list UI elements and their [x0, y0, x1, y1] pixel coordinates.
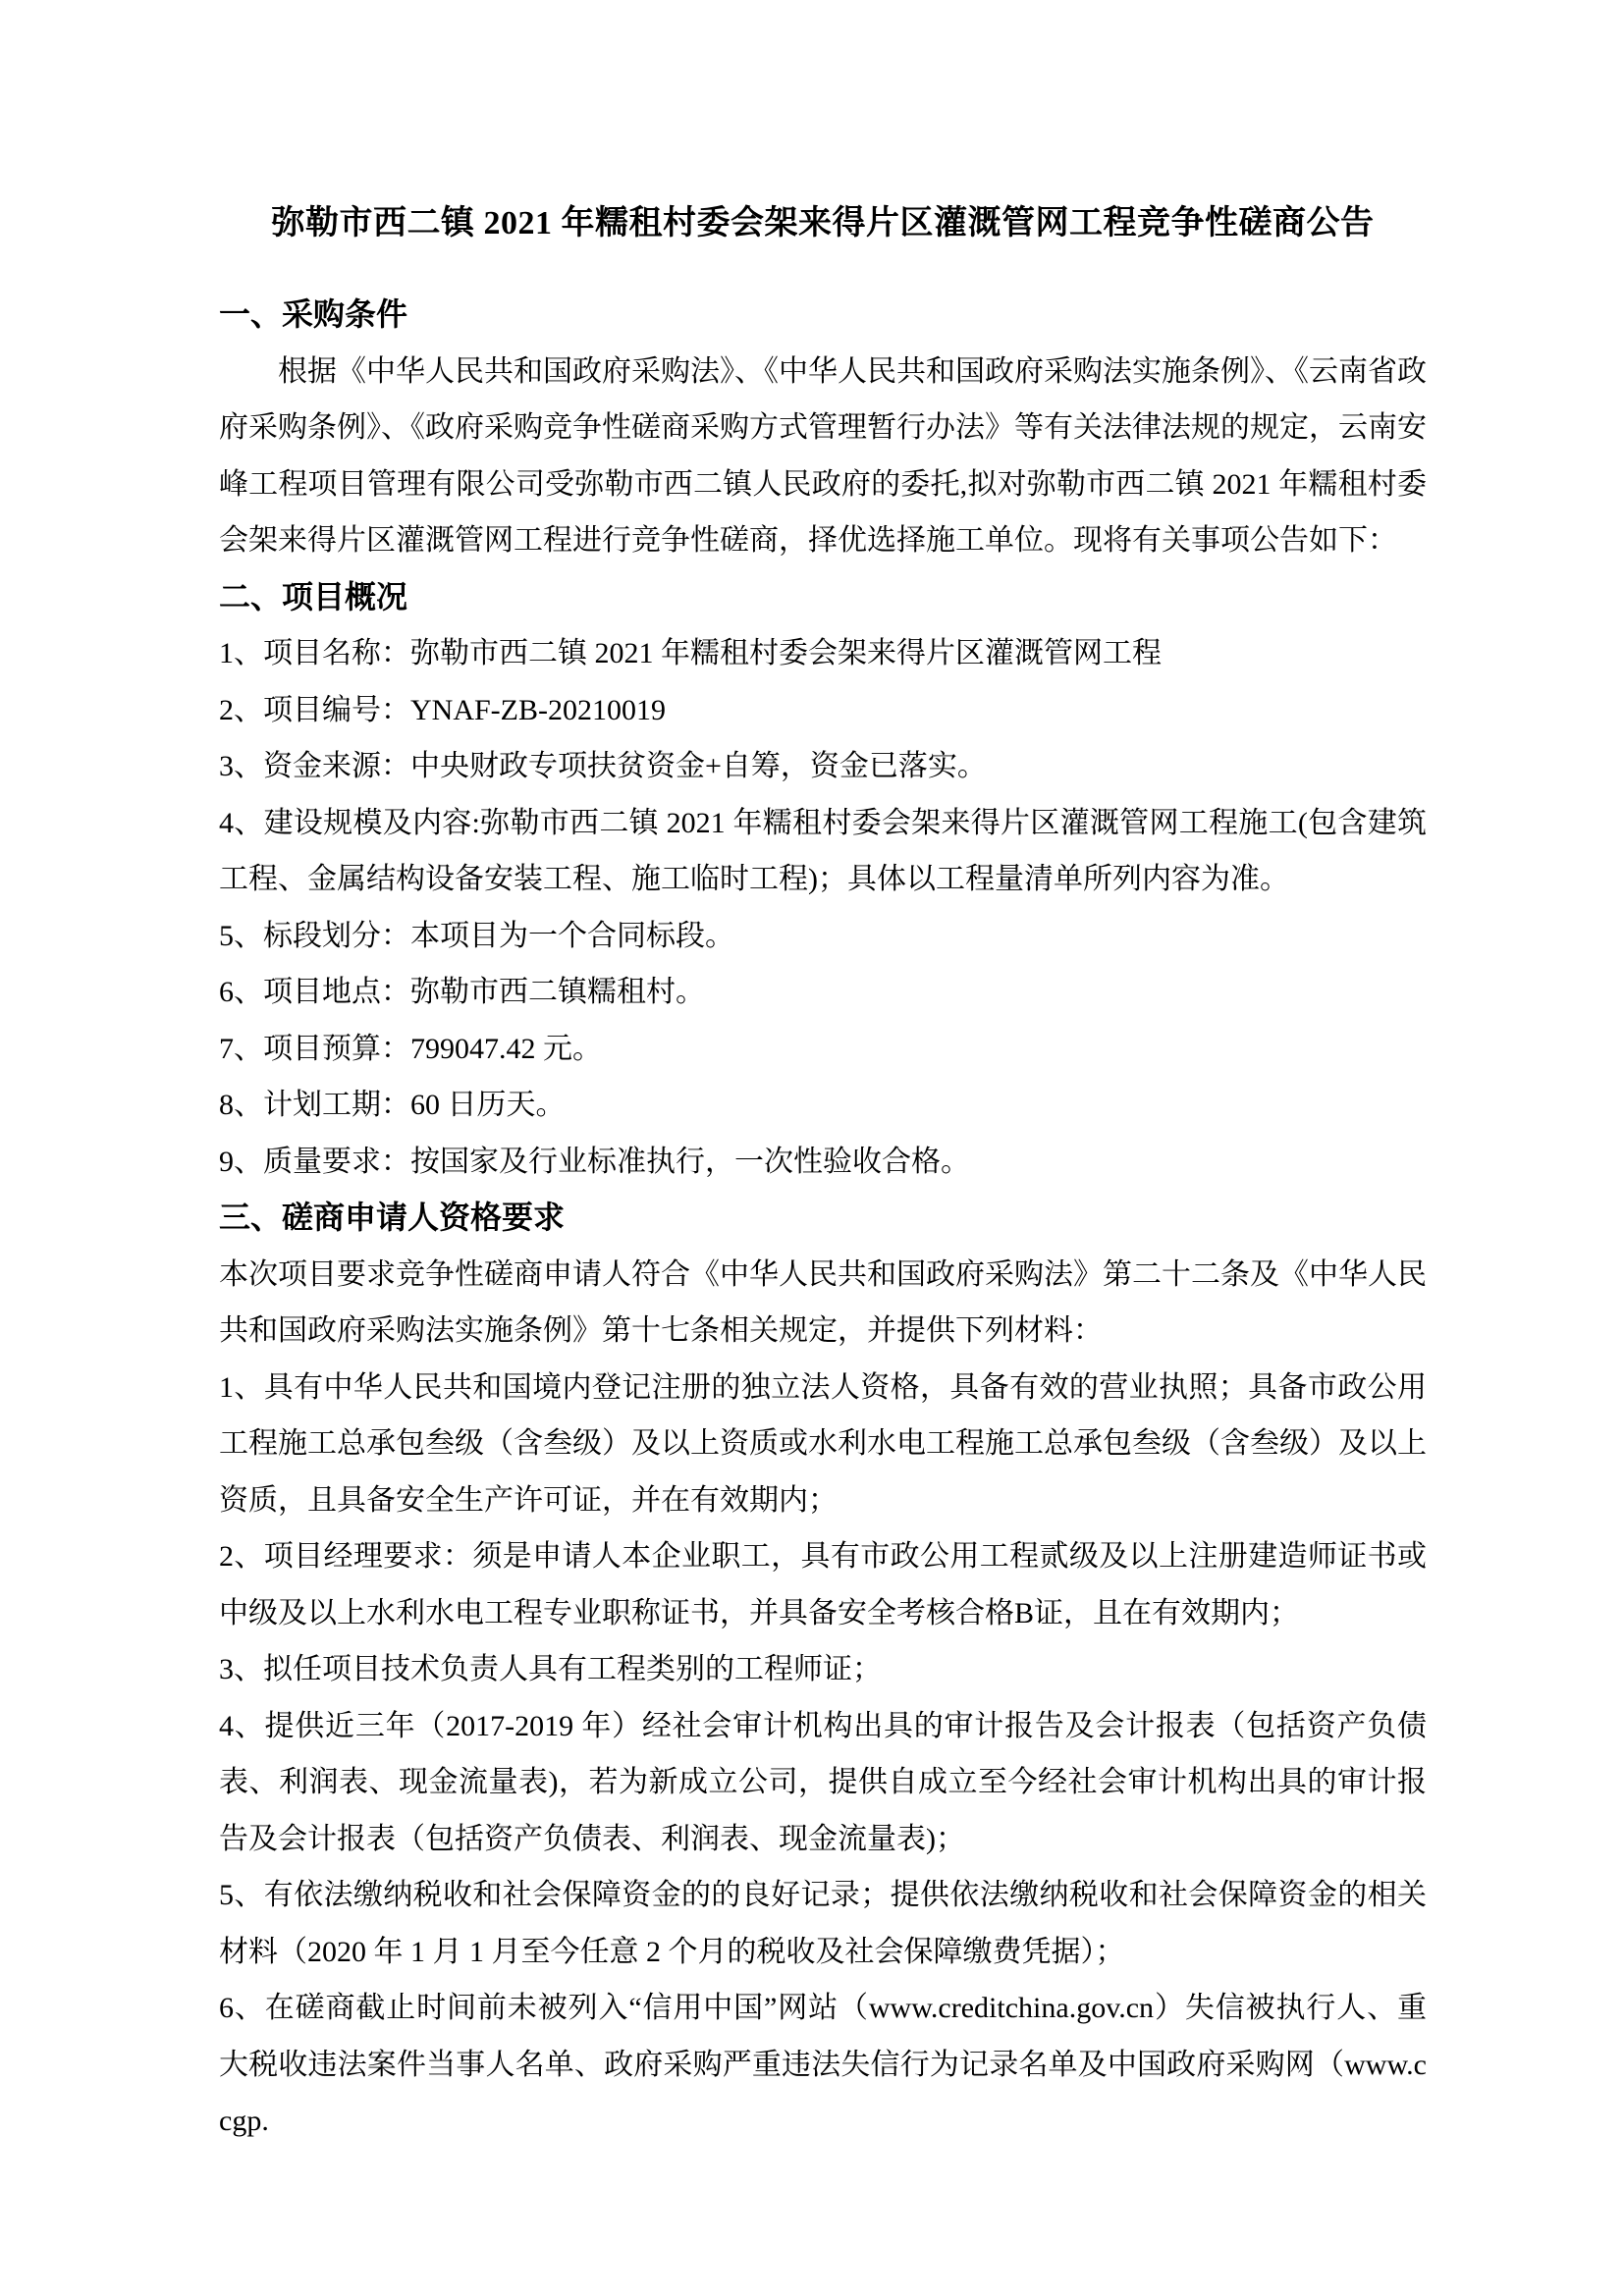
project-budget-item: 7、项目预算：799047.42 元。 [219, 1032, 602, 1065]
technical-director-requirement-item: 3、拟任项目技术负责人具有工程类别的工程师证； [219, 1653, 882, 1685]
funding-source-item: 3、资金来源：中央财政专项扶贫资金+自筹，资金已落实。 [219, 750, 987, 782]
qualification-intro-paragraph: 本次项目要求竞争性磋商申请人符合《中华人民共和国政府采购法》第二十二条及《中华人民共和国政府采购法实施条例》第十七条相关规定，并提供下列材料： [219, 1257, 1427, 1347]
credit-record-requirement-item: 6、在磋商截止时间前未被列入“信用中国”网站（www.creditchina.gov.cn）失信被执行人、重大税收违法案件当事人名单、政府采购严重违法失信行为记录名单及中国政府采购网（www.ccgp. [219, 1992, 1427, 2137]
section-heading-applicant-qualifications: 三、磋商申请人资格要求 [219, 1200, 566, 1235]
document-content [219, 195, 1427, 2150]
procurement-conditions-paragraph: 根据《中华人民共和国政府采购法》、《中华人民共和国政府采购法实施条例》、《云南省政府采购条例》、《政府采购竞争性磋商采购方式管理暂行办法》等有关法律法规的规定，云南安峰工程项目管理有限公司受弥勒市西二镇人民政府的委托,拟对弥勒市西二镇 2021 年糯租村委会架来得片区灌溉管网工程进行竞争性磋商，择优选择施工单位。现将有关事项公告如下： [219, 354, 1427, 557]
document-title: 弥勒市西二镇 2021 年糯租村委会架来得片区灌溉管网工程竞争性磋商公告 [271, 205, 1375, 241]
project-number-item: 2、项目编号：YNAF-ZB-20210019 [219, 693, 666, 726]
audit-report-requirement-item: 4、提供近三年（2017-2019 年）经社会审计机构出具的审计报告及会计报表（包括资产负债表、利润表、现金流量表)，若为新成立公司，提供自成立至今经社会审计机构出具的审计报告及会计报表（包括资产负债表、利润表、现金流量表)； [219, 1709, 1427, 1855]
section-heading-project-overview: 二、项目概况 [219, 578, 408, 614]
project-name-item: 1、项目名称：弥勒市西二镇 2021 年糯租村委会架来得片区灌溉管网工程 [219, 637, 1162, 669]
bid-section-item: 5、标段划分：本项目为一个合同标段。 [219, 919, 734, 952]
legal-entity-qualification-item: 1、具有中华人民共和国境内登记注册的独立法人资格，具备有效的营业执照；具备市政公用工程施工总承包叁级（含叁级）及以上资质或水利水电工程施工总承包叁级（含叁级）及以上资质，且具备安全生产许可证，并在有效期内； [219, 1370, 1427, 1517]
project-manager-requirement-item: 2、项目经理要求：须是申请人本企业职工，具有市政公用工程贰级及以上注册建造师证书或中级及以上水利水电工程专业职称证书，并具备安全考核合格B证，且在有效期内； [219, 1540, 1427, 1629]
quality-requirement-item: 9、质量要求：按国家及行业标准执行，一次性验收合格。 [219, 1145, 970, 1178]
tax-social-security-requirement-item: 5、有依法缴纳税收和社会保障资金的的良好记录；提供依法缴纳税收和社会保障资金的相关材料（2020 年 1 月 1 月至今任意 2 个月的税收及社会保障缴费凭据）； [219, 1879, 1427, 1968]
project-location-item: 6、项目地点：弥勒市西二镇糯租村。 [219, 976, 705, 1008]
construction-scale-item: 4、建设规模及内容:弥勒市西二镇 2021 年糯租村委会架来得片区灌溉管网工程施工(包含建筑工程、金属结构设备安装工程、施工临时工程)；具体以工程量清单所列内容为准。 [219, 806, 1427, 895]
construction-period-item: 8、计划工期：60 日历天。 [219, 1089, 566, 1121]
section-heading-procurement-conditions: 一、采购条件 [219, 296, 408, 332]
